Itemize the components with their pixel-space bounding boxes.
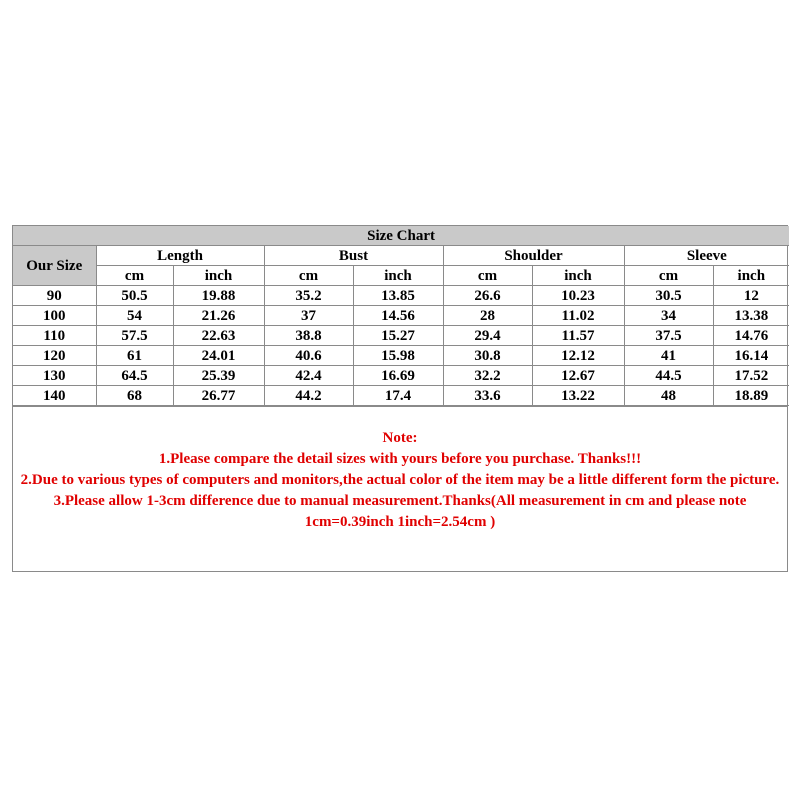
note-line-3: 3.Please allow 1-3cm difference due to manual measurement.Thanks(All measurement in cm and please note 1cm=0.39inch 1inch=2.54cm )	[53, 493, 747, 530]
measurement-cell: 10.23	[532, 286, 624, 306]
measurement-cell: 17.4	[353, 386, 443, 406]
size-cell: 130	[13, 366, 96, 386]
unit-header: inch	[353, 266, 443, 286]
size-cell: 100	[13, 306, 96, 326]
measurement-cell: 50.5	[96, 286, 173, 306]
group-header-length: Length	[96, 246, 264, 266]
unit-header: cm	[443, 266, 532, 286]
size-chart	[12, 225, 788, 572]
measurement-cell: 34	[624, 306, 713, 326]
note-heading: Note:	[382, 430, 418, 446]
measurement-cell: 29.4	[443, 326, 532, 346]
group-header-bust: Bust	[264, 246, 443, 266]
table-body	[13, 286, 789, 406]
measurement-cell: 44.2	[264, 386, 353, 406]
unit-header: cm	[264, 266, 353, 286]
measurement-cell: 12.67	[532, 366, 624, 386]
notes-section	[13, 406, 787, 571]
unit-header: inch	[173, 266, 264, 286]
unit-header: inch	[713, 266, 789, 286]
table-row	[13, 386, 789, 406]
measurement-cell: 26.6	[443, 286, 532, 306]
unit-header: inch	[532, 266, 624, 286]
measurement-cell: 61	[96, 346, 173, 366]
measurement-cell: 22.63	[173, 326, 264, 346]
measurement-cell: 14.76	[713, 326, 789, 346]
table-row	[13, 286, 789, 306]
group-header-shoulder: Shoulder	[443, 246, 624, 266]
measurement-cell: 24.01	[173, 346, 264, 366]
measurement-cell: 15.98	[353, 346, 443, 366]
measurement-cell: 48	[624, 386, 713, 406]
size-table	[13, 226, 789, 406]
note-line-2: 2.Due to various types of computers and monitors,the actual color of the item may be a little different form the picture.	[20, 472, 780, 488]
table-row	[13, 366, 789, 386]
measurement-cell: 21.26	[173, 306, 264, 326]
measurement-cell: 11.57	[532, 326, 624, 346]
measurement-cell: 18.89	[713, 386, 789, 406]
unit-header: cm	[624, 266, 713, 286]
measurement-cell: 32.2	[443, 366, 532, 386]
size-header: Our Size	[13, 246, 96, 286]
measurement-cell: 13.38	[713, 306, 789, 326]
measurement-cell: 17.52	[713, 366, 789, 386]
measurement-cell: 28	[443, 306, 532, 326]
table-row	[13, 346, 789, 366]
table-row	[13, 326, 789, 346]
measurement-cell: 33.6	[443, 386, 532, 406]
note-line-1: 1.Please compare the detail sizes with yours before you purchase. Thanks!!!	[158, 451, 642, 467]
measurement-cell: 16.69	[353, 366, 443, 386]
measurement-cell: 19.88	[173, 286, 264, 306]
measurement-cell: 41	[624, 346, 713, 366]
size-cell: 120	[13, 346, 96, 366]
size-cell: 110	[13, 326, 96, 346]
measurement-cell: 68	[96, 386, 173, 406]
measurement-cell: 30.8	[443, 346, 532, 366]
measurement-cell: 35.2	[264, 286, 353, 306]
measurement-cell: 16.14	[713, 346, 789, 366]
measurement-cell: 37.5	[624, 326, 713, 346]
measurement-cell: 13.22	[532, 386, 624, 406]
measurement-cell: 64.5	[96, 366, 173, 386]
table-row	[13, 306, 789, 326]
measurement-cell: 44.5	[624, 366, 713, 386]
measurement-cell: 57.5	[96, 326, 173, 346]
measurement-cell: 13.85	[353, 286, 443, 306]
measurement-cell: 54	[96, 306, 173, 326]
chart-title: Size Chart	[13, 226, 789, 246]
size-cell: 140	[13, 386, 96, 406]
measurement-cell: 25.39	[173, 366, 264, 386]
measurement-cell: 26.77	[173, 386, 264, 406]
measurement-cell: 12	[713, 286, 789, 306]
size-cell: 90	[13, 286, 96, 306]
measurement-cell: 42.4	[264, 366, 353, 386]
measurement-cell: 11.02	[532, 306, 624, 326]
measurement-cell: 30.5	[624, 286, 713, 306]
measurement-cell: 15.27	[353, 326, 443, 346]
measurement-cell: 38.8	[264, 326, 353, 346]
measurement-cell: 37	[264, 306, 353, 326]
measurement-cell: 12.12	[532, 346, 624, 366]
unit-header: cm	[96, 266, 173, 286]
group-header-sleeve: Sleeve	[624, 246, 789, 266]
measurement-cell: 40.6	[264, 346, 353, 366]
measurement-cell: 14.56	[353, 306, 443, 326]
